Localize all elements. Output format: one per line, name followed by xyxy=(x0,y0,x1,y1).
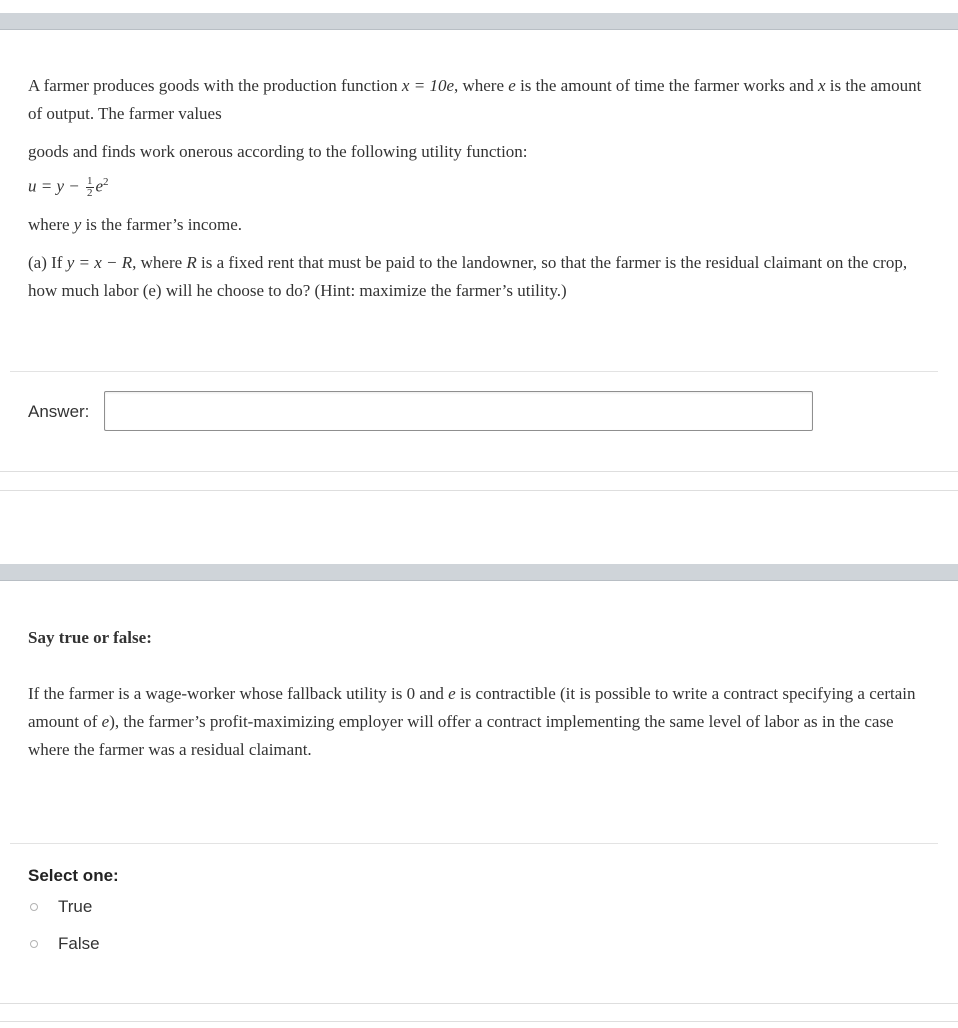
card-separator xyxy=(0,490,958,491)
question-1-text xyxy=(28,72,928,305)
question-2-heading: Say true or false: xyxy=(28,628,152,647)
q1-paragraph-3: where y is the farmer’s income. xyxy=(28,214,242,234)
fraction-one-half: $\frac{1}{2}$ xyxy=(87,175,93,200)
radio-button[interactable] xyxy=(30,903,38,911)
q1-part-a: (a) If y = x − R, where R is a fixed rent that must be paid to the landowner, so that the farmer is the residual claimant on the crop, how much labor (e) will he choose to do? (Hint: maximize the farmer’s utility.) xyxy=(28,252,908,300)
answer-input[interactable] xyxy=(104,391,813,431)
production-function: x = 10e xyxy=(401,76,454,95)
utility-function: u = y − $\frac{1}{2}$ $e^2$ xyxy=(28,175,109,200)
card-bottom-edge xyxy=(0,1003,958,1004)
card-bottom-edge xyxy=(0,471,958,472)
option-true[interactable] xyxy=(30,897,92,917)
divider xyxy=(10,843,938,844)
card-separator xyxy=(0,1021,958,1022)
question-1-header-bar xyxy=(0,13,958,30)
divider xyxy=(10,371,938,372)
option-label[interactable]: False xyxy=(58,934,100,953)
select-one-label: Select one: xyxy=(28,866,119,885)
question-2-text: If the farmer is a wage-worker whose fallback utility is 0 and e is contractible (it is possible to write a contract specifying a certain amount of e), the farmer’s profit-maximizing employer will offer a contract implementing the same level of labor as in the case where the farmer was a residual claimant. xyxy=(28,684,916,759)
q1-paragraph-1: A farmer produces goods with the production function x = 10e, where e is the amount of time the farmer works and x is the amount of output. The farmer values xyxy=(28,76,922,123)
option-label[interactable]: True xyxy=(58,897,93,916)
q1-paragraph-2: goods and finds work onerous according to the following utility function: xyxy=(28,142,528,161)
option-false[interactable] xyxy=(30,934,100,954)
radio-button[interactable] xyxy=(30,940,38,948)
answer-label: Answer: xyxy=(28,402,90,421)
question-2-header-bar xyxy=(0,564,958,581)
